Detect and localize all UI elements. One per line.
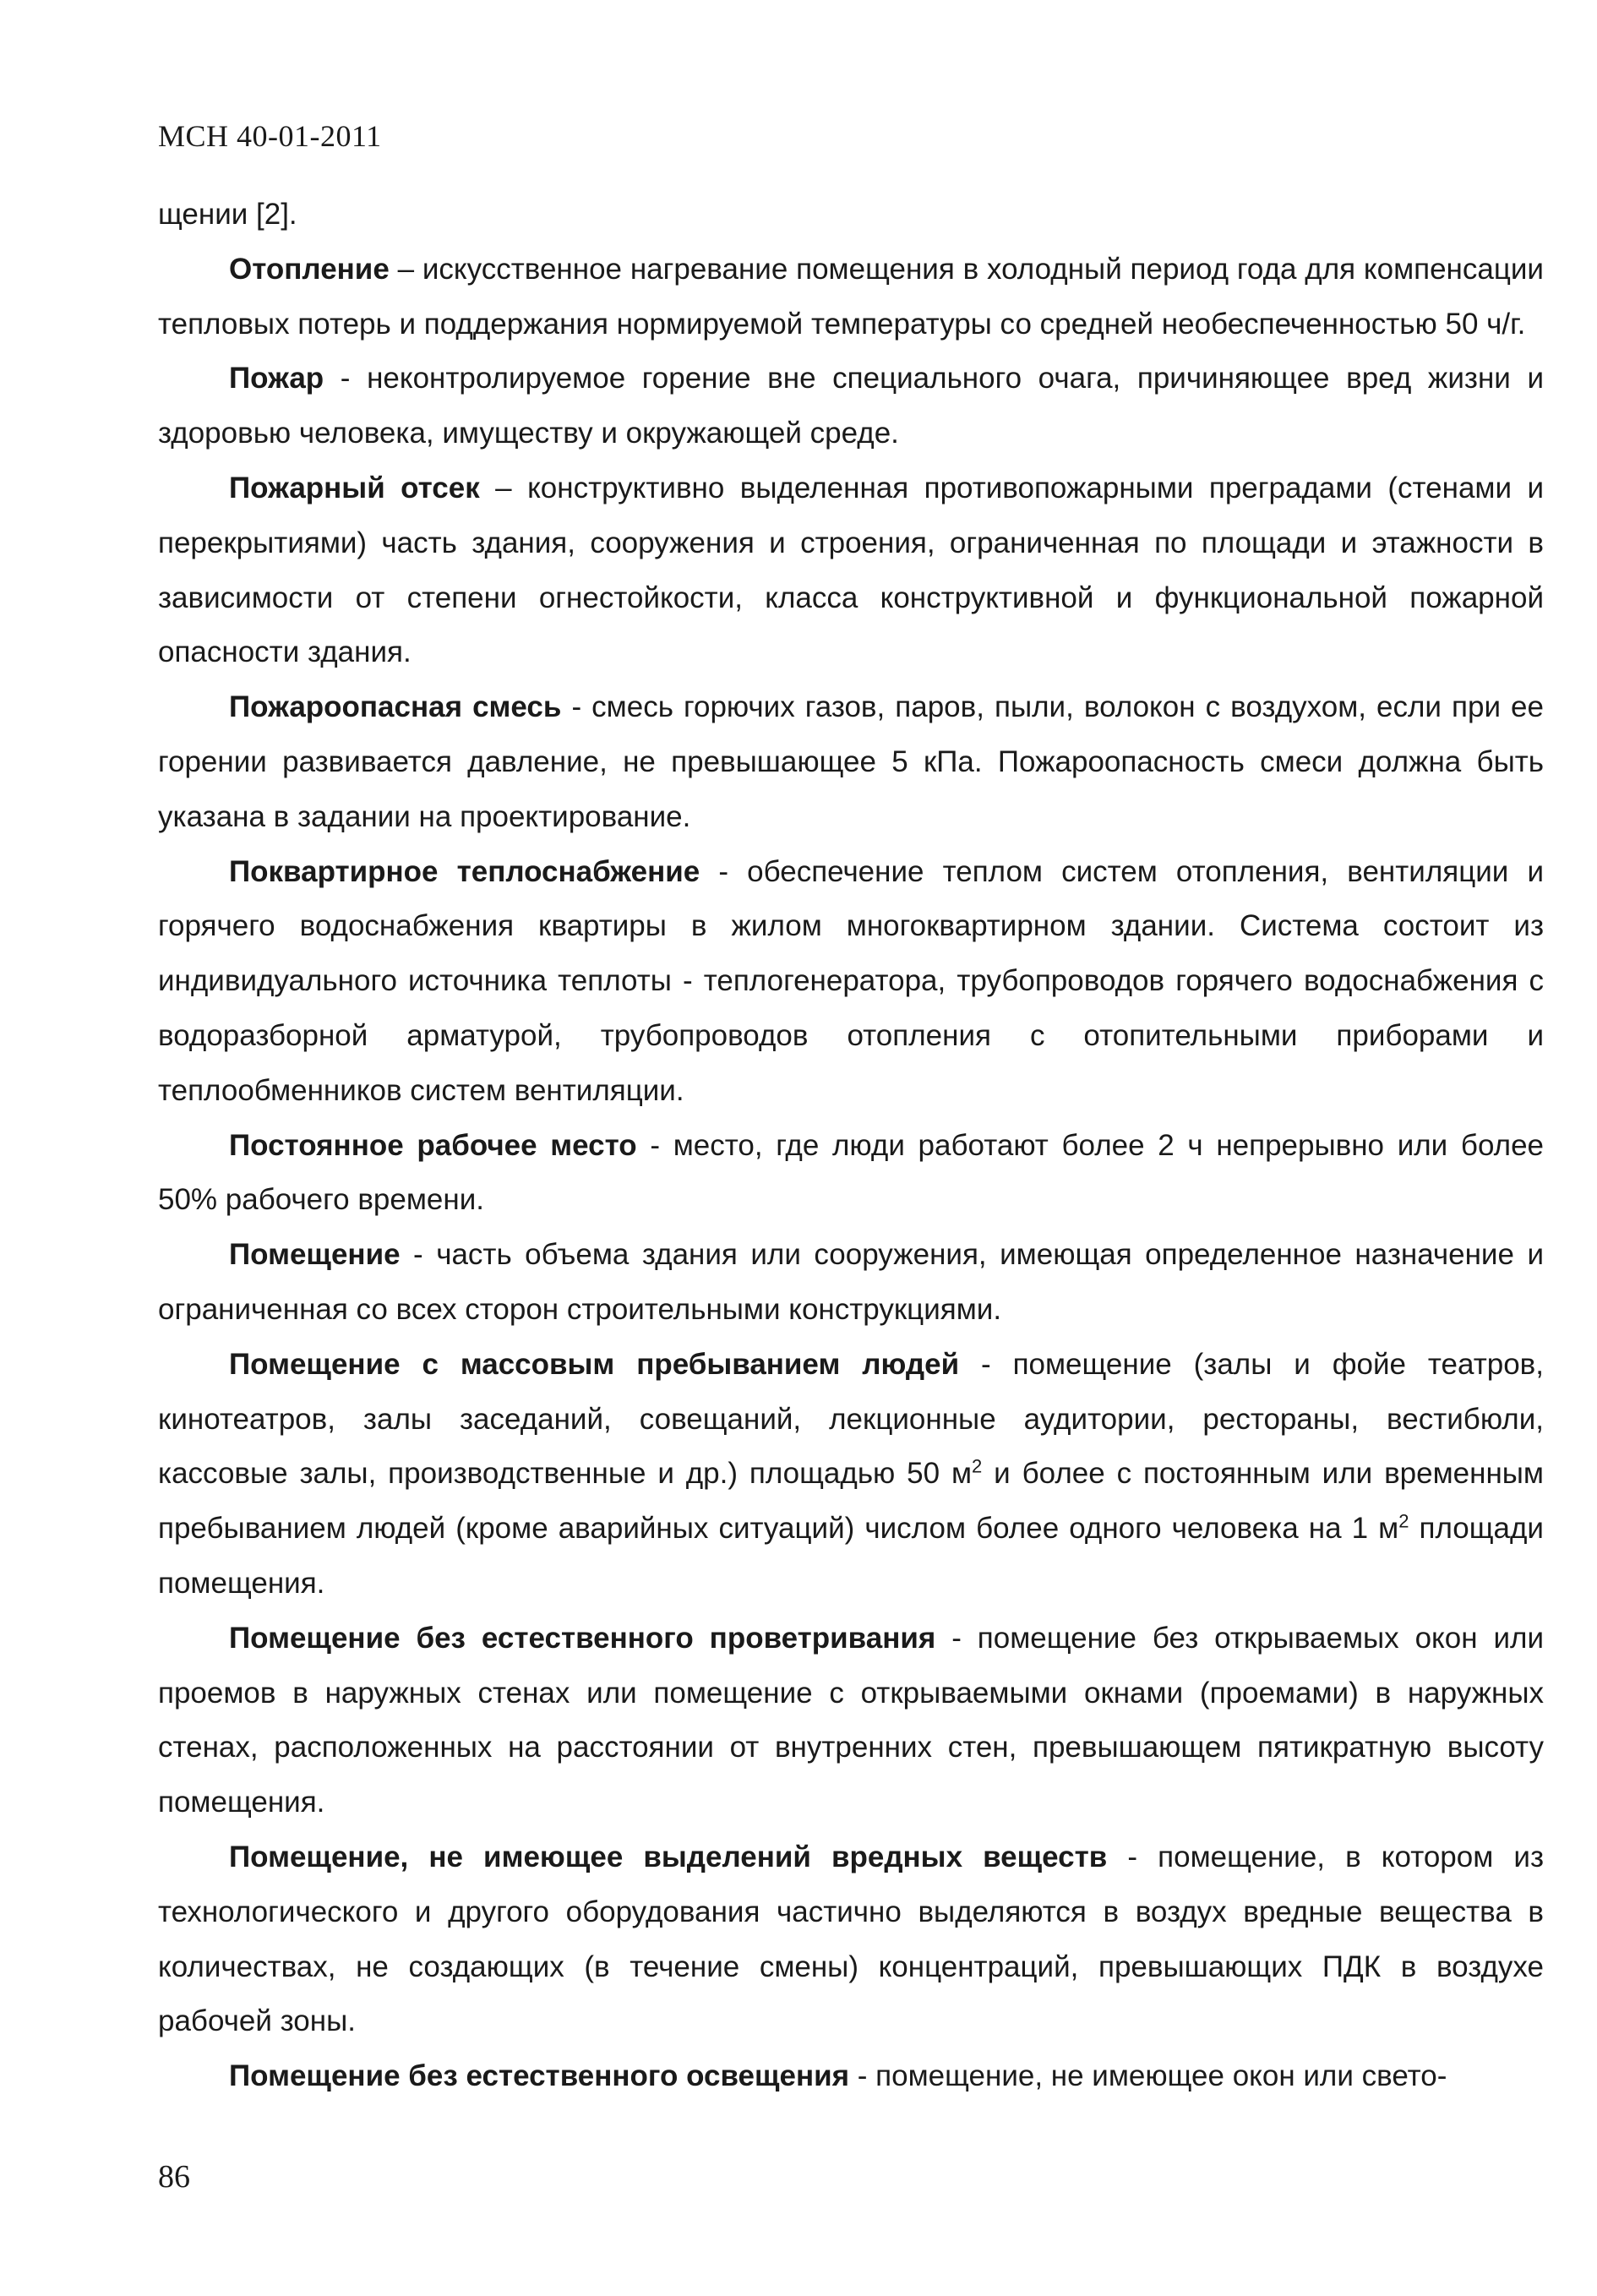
definition-text: - смесь горючих газов, паров, пыли, волокон с воздухом, если при ее горении развивается давление, не превышающее 5 кПа. Пожароопасность смеси должна быть указана в задании на проектирование. [158, 690, 1544, 833]
definition-text: - часть объема здания или сооружения, имеющая определенное назначение и ограниченная со всех сторон строительными конструкциями. [158, 1238, 1544, 1326]
term: Помещение без естественного освещения [229, 2059, 850, 2093]
definition-text: - помещение, в котором из технологического и другого оборудования частично выделяются в воздух вредные вещества в количествах, не создающих (в течение смены) концентраций, превышающих ПДК в воздухе рабочей зоны. [158, 1840, 1544, 2038]
definition-text: - помещение без открываемых окон или проемов в наружных стенах или помещение с открываемыми окнами (проемами) в наружных стенах, расположенных на расстоянии от внутренних стен, превышающем пятикратную высоту помещения. [158, 1621, 1544, 1819]
definition-text: - неконтролируемое горение вне специального очага, причиняющее вред жизни и здоровью человека, имуществу и окружающей среде. [158, 362, 1544, 450]
definition-paragraph [158, 680, 1544, 844]
term: Пожароопасная смесь [229, 690, 562, 724]
term: Поквартирное теплоснабжение [229, 854, 700, 888]
definition-paragraph [158, 461, 1544, 680]
page-number: 86 [158, 2159, 190, 2195]
definition-text: - помещение, не имеющее окон или свето- [849, 2059, 1447, 2093]
definition-text: – конструктивно выделенная противопожарными преградами (стенами и перекрытиями) часть здания, сооружения и строения, ограниченная по площади и этажности в зависимости от степени огнестойкости, класса конструктивной и функциональной пожарной опасности здания. [158, 471, 1544, 669]
document-header: МСН 40-01-2011 [158, 119, 382, 153]
term: Пожарный отсек [229, 471, 480, 504]
superscript: 2 [1398, 1510, 1409, 1532]
definition-text: - обеспечение теплом систем отопления, вентиляции и горячего водоснабжения квартиры в жилом многоквартирном здании. Система состоит из индивидуального источника теплоты - теплогенератора, трубопроводов горячего водоснабжения с водоразборной арматурой, трубопроводов отопления с отопительными приборами и теплообменников систем вентиляции. [158, 854, 1544, 1107]
term: Пожар [229, 362, 324, 395]
definition-paragraph [158, 1338, 1544, 1612]
definition-paragraph [158, 845, 1544, 1119]
definition-text: площади помещения. [158, 1512, 1544, 1600]
definition-paragraph [158, 1119, 1544, 1229]
definition-paragraph [158, 352, 1544, 461]
definition-text: - место, где люди работают более 2 ч непрерывно или более 50% рабочего времени. [158, 1128, 1544, 1217]
continuation-paragraph: щении [2]. [158, 198, 297, 231]
definition-paragraph [158, 2049, 1544, 2104]
definition-paragraph [158, 1228, 1544, 1338]
term: Помещение без естественного проветривания [229, 1621, 936, 1655]
definition-text: и более с постоянным или временным пребыванием людей (кроме аварийных ситуаций) числом более одного человека на 1 м [158, 1457, 1544, 1546]
term: Отопление [229, 252, 390, 286]
definition-paragraph [158, 243, 1544, 352]
definition-text: – искусственное нагревание помещения в холодный период года для компенсации тепловых потерь и поддержания нормируемой температуры со средней необеспеченностью 50 ч/г. [158, 252, 1544, 341]
page-body [158, 188, 1544, 2104]
superscript: 2 [972, 1455, 983, 1477]
term: Помещение с массовым пребыванием людей [229, 1347, 960, 1381]
term: Постоянное рабочее место [229, 1128, 637, 1162]
definition-paragraph [158, 1612, 1544, 1830]
definition-text: - помещение (залы и фойе театров, кинотеатров, залы заседаний, совещаний, лекционные аудитории, рестораны, вестибюли, кассовые залы, производственные и др.) площадью 50 м [158, 1347, 1544, 1491]
term: Помещение [229, 1238, 401, 1272]
term: Помещение, не имеющее выделений вредных веществ [229, 1840, 1108, 1873]
definition-paragraph [158, 1830, 1544, 2049]
